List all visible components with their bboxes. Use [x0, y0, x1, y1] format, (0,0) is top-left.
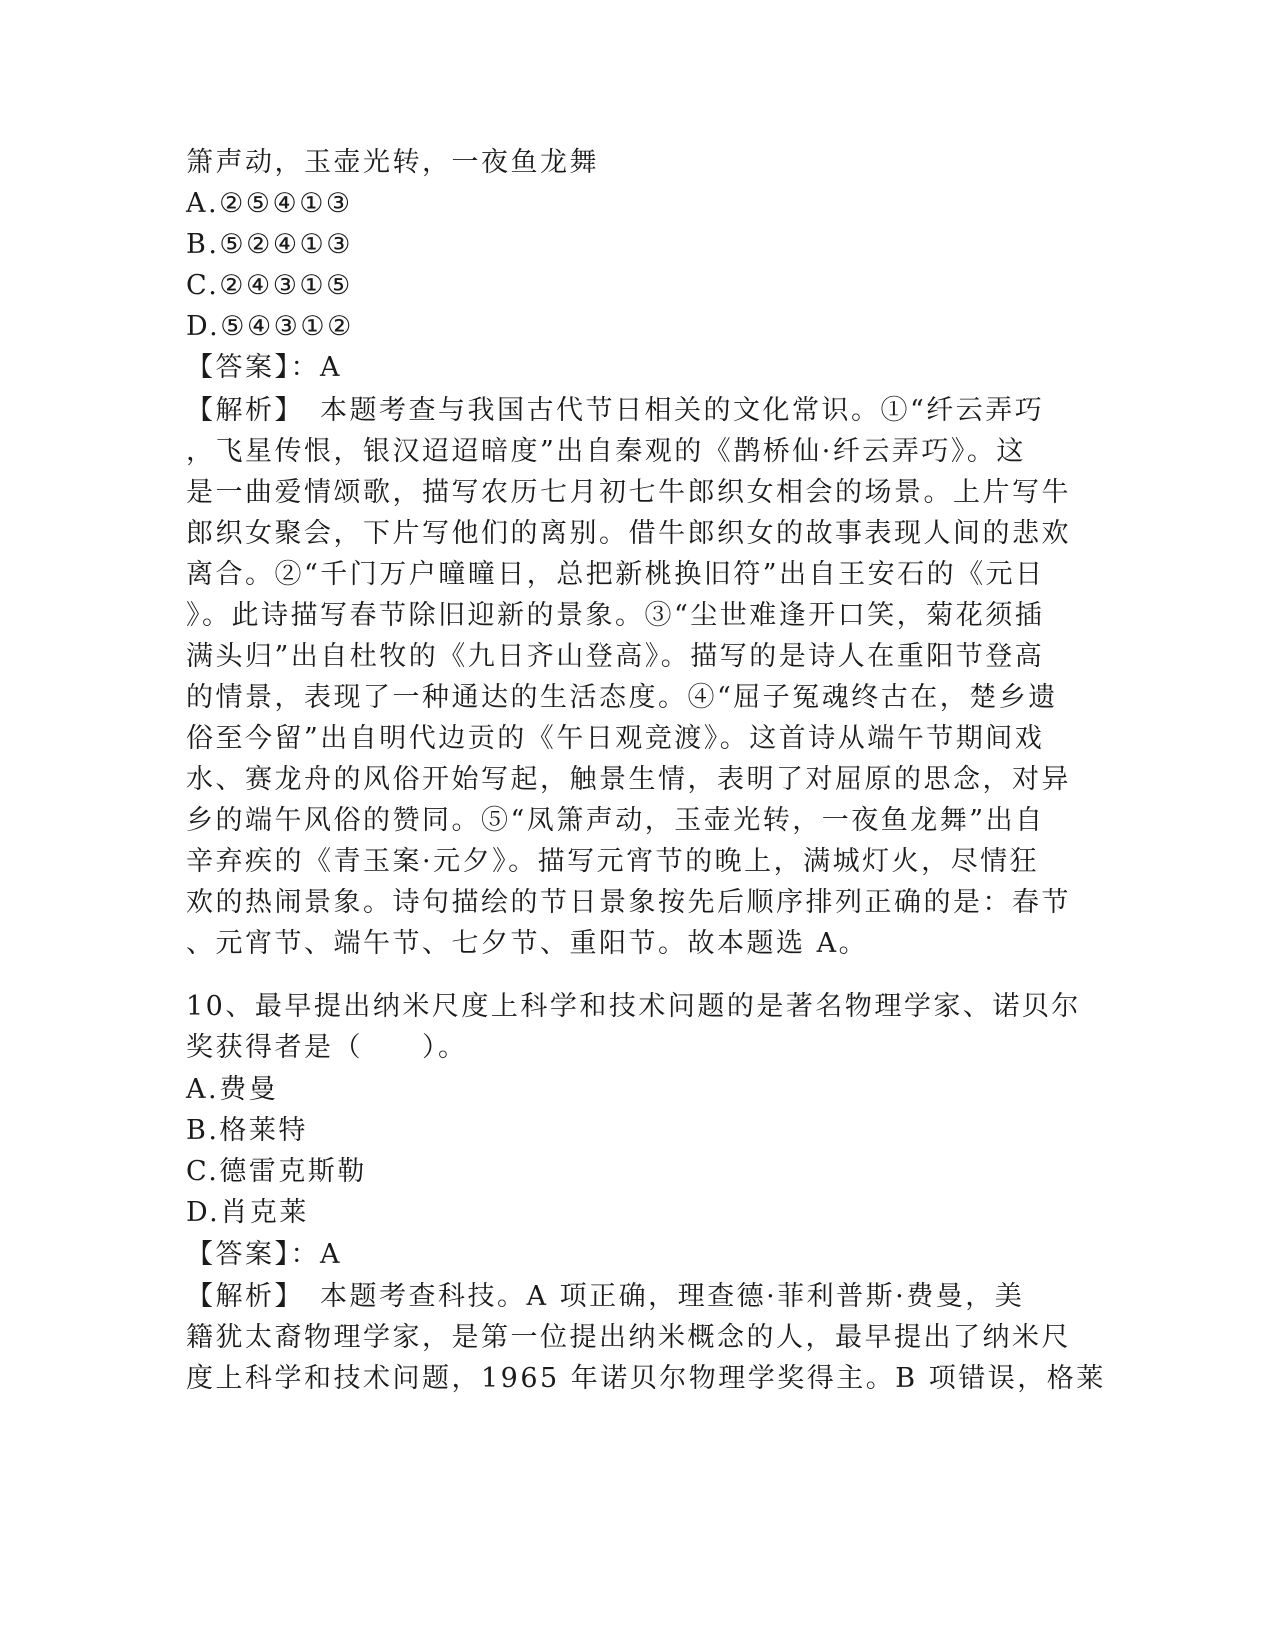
- q9-analysis-line: 郎织女聚会，下片写他们的离别。借牛郎织女的故事表现人间的悲欢: [186, 518, 1071, 549]
- q9-option-b: B.⑤②④①③: [186, 229, 353, 260]
- q9-analysis-line: 辛弃疾的《青玉案·元夕》。描写元宵节的晚上，满城灯火，尽情狂: [186, 846, 1040, 877]
- q10-analysis-line: 度上科学和技术问题，1965 年诺贝尔物理学奖得主。B 项错误，格莱: [186, 1363, 1106, 1394]
- q9-analysis-line: 》。此诗描写春节除旧迎新的景象。③“尘世难逢开口笑，菊花须插: [186, 600, 1045, 631]
- q9-option-c: C.②④③①⑤: [186, 270, 353, 301]
- q10-stem-line: 10、最早提出纳米尺度上科学和技术问题的是著名物理学家、诺贝尔: [186, 991, 1081, 1022]
- q9-option-d: D.⑤④③①②: [186, 311, 354, 342]
- q9-analysis-line: ，飞星传恨，银汉迢迢暗度”出自秦观的《鹊桥仙·纤云弄巧》。这: [186, 436, 1026, 467]
- q9-analysis-line: 俗至今留”出自明代边贡的《午日观竞渡》。这首诗从端午节期间戏: [186, 723, 1045, 754]
- q10-analysis-line: 【解析】 本题考查科技。A 项正确，理查德·菲利普斯·费曼，美: [186, 1281, 1025, 1312]
- q10-stem-line: 奖获得者是（ ）。: [186, 1032, 468, 1063]
- q9-analysis-line: 、元宵节、端午节、七夕节、重阳节。故本题选 A。: [186, 928, 869, 959]
- q9-analysis-line: 【解析】 本题考查与我国古代节日相关的文化常识。①“纤云弄巧: [186, 395, 1045, 426]
- q9-analysis-line: 的情景，表现了一种通达的生活态度。④“屈子冤魂终古在，楚乡遗: [186, 682, 1058, 713]
- q10-option-b: B.格莱特: [186, 1115, 308, 1146]
- q9-analysis-line: 水、赛龙舟的风俗开始写起，触景生情，表明了对屈原的思念，对异: [186, 764, 1071, 795]
- q10-analysis-line: 籍犹太裔物理学家，是第一位提出纳米概念的人，最早提出了纳米尺: [186, 1322, 1071, 1353]
- q10-answer: 【答案】：A: [186, 1239, 342, 1270]
- q9-analysis-line: 欢的热闹景象。诗句描绘的节日景象按先后顺序排列正确的是：春节: [186, 887, 1071, 918]
- q10-option-d: D.肖克莱: [186, 1197, 309, 1228]
- q9-answer: 【答案】：A: [186, 352, 342, 383]
- q9-analysis-line: 离合。②“千门万户曈曈日，总把新桃换旧符”出自王安石的《元日: [186, 559, 1045, 590]
- q10-option-c: C.德雷克斯勒: [186, 1156, 367, 1187]
- q9-analysis-line: 是一曲爱情颂歌，描写农历七月初七牛郎织女相会的场景。上片写牛: [186, 477, 1071, 508]
- q9-analysis-line: 满头归”出自杜牧的《九日齐山登高》。描写的是诗人在重阳节登高: [186, 641, 1045, 672]
- q9-analysis-line: 乡的端午风俗的赞同。⑤“凤箫声动，玉壶光转，一夜鱼龙舞”出自: [186, 805, 1045, 836]
- q9-option-a: A.②⑤④①③: [186, 188, 353, 219]
- q10-option-a: A.费曼: [186, 1074, 279, 1105]
- q9-stem-end: 箫声动，玉壶光转，一夜鱼龙舞: [186, 147, 599, 178]
